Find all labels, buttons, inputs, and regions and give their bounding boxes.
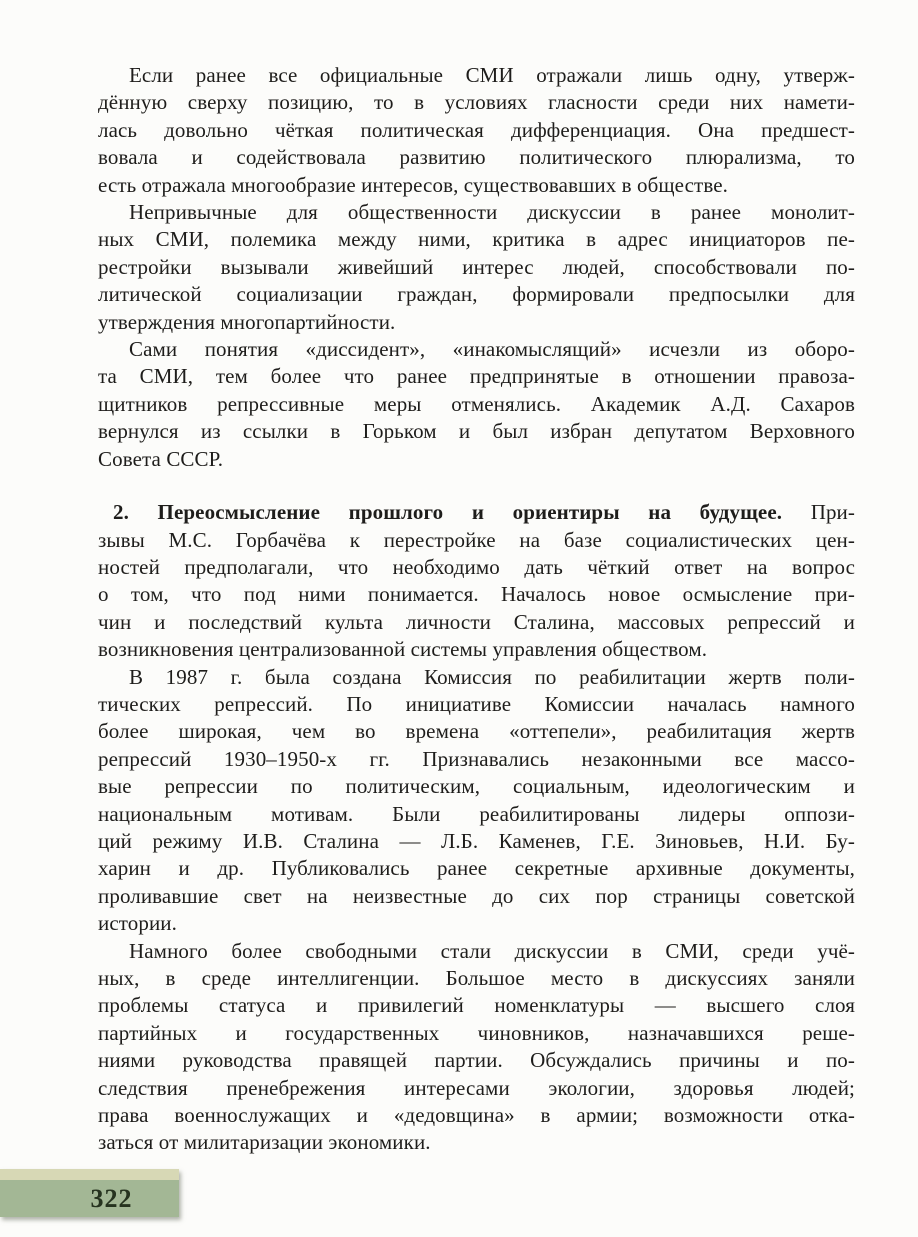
text-line: зывы М.С. Горбачёва к перестройке на базе социалистических цен- (98, 527, 855, 552)
text-line: Сами понятия «диссидент», «инакомыслящий» исчезли из оборо- (129, 337, 855, 362)
text-line: возникновения централизованной системы управления обществом. (98, 637, 708, 662)
text-line: Намного более свободными стали дискуссии в СМИ, среди учё- (129, 938, 855, 963)
text-line: Совета СССР. (98, 446, 224, 471)
text-line: заться от милитаризации экономики. (98, 1130, 431, 1155)
text-line: вые репрессии по политическим, социальным, идеологическим и (98, 774, 855, 799)
text-line: рестройки вызывали живейший интерес людей, способствовали по- (98, 254, 855, 279)
paragraph (98, 62, 855, 199)
text-line: вернулся из ссылки в Горьком и был избран депутатом Верховного (98, 419, 855, 444)
text-line: о том, что под ними понимается. Началось новое осмысление при- (98, 582, 855, 607)
text-line: ностей предполагали, что необходимо дать чёткий ответ на вопрос (98, 554, 855, 579)
paragraph (98, 199, 855, 336)
text-line: ций режиму И.В. Сталина — Л.Б. Каменев, Г.Е. Зиновьев, Н.И. Бу- (98, 828, 855, 853)
page-number: 322 (90, 1183, 133, 1213)
strip-green-band (0, 1180, 179, 1217)
text-line: щитников репрессивные меры отменялись. Академик А.Д. Сахаров (98, 391, 855, 416)
text-line: более широкая, чем во времена «оттепели», реабилитация жертв (98, 719, 855, 744)
strip-top-band (0, 1169, 179, 1180)
text-line: следствия пренебрежения интересами экологии, здоровья людей; (98, 1075, 855, 1100)
text-line: чин и последствий культа личности Сталина, массовых репрессий и (98, 609, 855, 634)
text-line: Если ранее все официальные СМИ отражали лишь одну, утверж- (129, 63, 855, 87)
text-line: есть отражала многообразие интересов, существовавших в обществе. (98, 172, 728, 197)
text-line: Непривычные для общественности дискуссии в ранее монолит- (129, 200, 855, 225)
text-column (98, 62, 855, 1157)
text-line: В 1987 г. была создана Комиссия по реабилитации жертв поли- (129, 664, 855, 689)
text-line: вовала и содействовала развитию политического плюрализма, то (98, 145, 855, 170)
text-line: утверждения многопартийности. (98, 309, 396, 334)
text-line: права военнослужащих и «дедовщина» в армии; возможности отка- (98, 1103, 855, 1128)
text-line: литической социализации граждан, формировали предпосылки для (98, 282, 855, 307)
text-line: та СМИ, тем более что ранее предпринятые в отношении правоза- (98, 364, 855, 389)
page-number-strip (0, 1169, 179, 1217)
text-line: ных, в среде интеллигенции. Большое место в дискуссиях заняли (98, 966, 855, 990)
text-line: дённую сверху позицию, то в условиях гласности среди них намети- (98, 90, 855, 115)
text-line: репрессий 1930–1950-х гг. Признавались незаконными все массо- (98, 746, 855, 771)
text-line: ных СМИ, полемика между ними, критика в адрес инициаторов пе- (98, 227, 855, 252)
paragraph (98, 938, 855, 1157)
text-line: партийных и государственных чиновников, назначавшихся реше- (98, 1020, 855, 1045)
paragraph (98, 336, 855, 473)
paragraph (98, 499, 855, 663)
text-line: ниями руководства правящей партии. Обсуждались причины и по- (98, 1048, 855, 1073)
text-line: 2. Переосмысление прошлого и ориентиры на будущее. При- (113, 500, 855, 525)
text-line: тических репрессий. По инициативе Комиссии началась намного (98, 691, 855, 716)
text-line: проблемы статуса и привилегий номенклатуры — высшего слоя (98, 993, 855, 1018)
text-line: лась довольно чёткая политическая дифференциация. Она предшест- (98, 117, 855, 142)
text-line: проливавшие свет на неизвестные до сих пор страницы советской (98, 883, 855, 908)
paragraph (98, 664, 855, 938)
text-line: национальным мотивам. Были реабилитированы лидеры оппози- (98, 801, 855, 826)
text-line: харин и др. Публиковались ранее секретные архивные документы, (98, 856, 855, 881)
text-line: истории. (98, 911, 177, 936)
